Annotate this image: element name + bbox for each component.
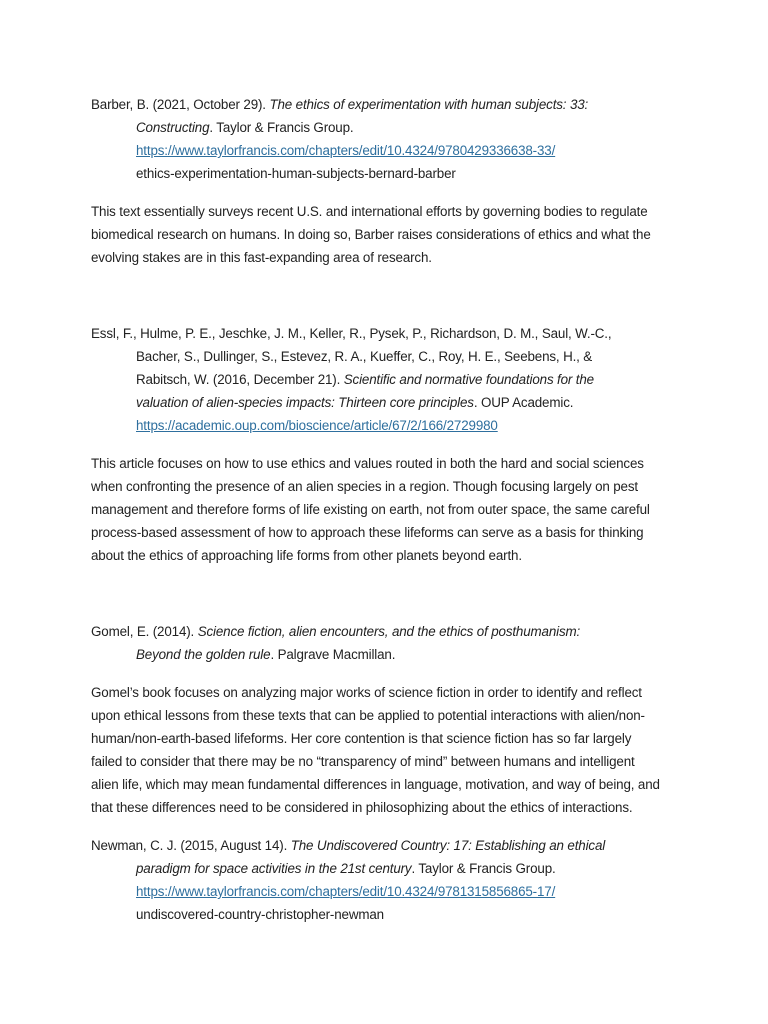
citation-title: paradigm for space activities in the 21st century (136, 861, 412, 876)
citation-text: . Palgrave Macmillan. (270, 647, 396, 662)
citation-hang-line (91, 880, 671, 903)
citation-text: . Taylor & Francis Group. (209, 120, 354, 135)
annotation-line: management and therefore forms of life existing on earth, not from outer space, the same careful (91, 502, 650, 517)
citation-title: The ethics of experimentation with human subjects: 33: (269, 97, 589, 112)
annotation-line: human/non-earth-based lifeforms. Her core contention is that science fiction has so far largely (91, 731, 632, 746)
annotation-line: that these differences need to be considered in philosophizing about the ethics of interactions. (91, 800, 633, 815)
annotation-essl (91, 452, 671, 567)
citation-title: valuation of alien-species impacts: Thirteen core principles (136, 395, 474, 410)
citation-hang-line (91, 139, 671, 162)
citation-text: . OUP Academic. (473, 395, 574, 410)
annotation-line: evolving stakes are in this fast-expanding area of research. (91, 250, 432, 265)
citation-gomel (91, 620, 671, 666)
annotation-line: This text essentially surveys recent U.S. and international efforts by governing bodies to regulate (91, 204, 648, 219)
citation-text: Essl, F., Hulme, P. E., Jeschke, J. M., Keller, R., Pysek, P., Richardson, D. M., Saul, W.-C., (91, 326, 612, 341)
citation-link[interactable]: https://academic.oup.com/bioscience/article/67/2/166/2729980 (136, 418, 498, 433)
citation-hang-line (91, 414, 671, 437)
citation-hang-line (91, 391, 671, 414)
bibliography (91, 93, 671, 926)
citation-text: ethics-experimentation-human-subjects-bernard-barber (136, 166, 456, 181)
annotation-gomel (91, 681, 671, 819)
annotation-line: Gomel’s book focuses on analyzing major works of science fiction in order to identify and reflect (91, 685, 642, 700)
citation-hang-line (91, 643, 671, 666)
citation-text: Gomel, E. (2014). (91, 624, 198, 639)
citation-text: Rabitsch, W. (2016, December 21). (136, 372, 344, 387)
annotation-barber (91, 200, 671, 269)
annotation-line: upon ethical lessons from these texts that can be applied to potential interactions with alien/non- (91, 708, 645, 723)
annotation-line: biomedical research on humans. In doing so, Barber raises considerations of ethics and what the (91, 227, 651, 242)
citation-link[interactable]: https://www.taylorfrancis.com/chapters/edit/10.4324/9781315856865-17/ (136, 884, 556, 899)
citation-title: Scientific and normative foundations for the (343, 372, 594, 387)
citation-text: undiscovered-country-christopher-newman (136, 907, 384, 922)
citation-link[interactable]: https://www.taylorfrancis.com/chapters/edit/10.4324/9780429336638-33/ (136, 143, 556, 158)
annotation-line: This article focuses on how to use ethics and values routed in both the hard and social sciences (91, 456, 644, 471)
citation-title: Constructing (136, 120, 210, 135)
citation-title: Beyond the golden rule (136, 647, 271, 662)
annotation-line: process-based assessment of how to approach these lifeforms can serve as a basis for thinking (91, 525, 644, 540)
citation-hang-line (91, 368, 671, 391)
annotation-line: when confronting the presence of an alien species in a region. Though focusing largely on pest (91, 479, 638, 494)
citation-hang-line (91, 116, 671, 139)
annotation-line: failed to consider that there may be no “transparency of mind” between humans and intelligent (91, 754, 635, 769)
citation-text: Newman, C. J. (2015, August 14). (91, 838, 291, 853)
citation-title: The Undiscovered Country: 17: Establishing an ethical (290, 838, 606, 853)
citation-hang-line (91, 857, 671, 880)
citation-essl (91, 322, 671, 437)
citation-title: Science fiction, alien encounters, and the ethics of posthumanism: (197, 624, 581, 639)
citation-text: . Taylor & Francis Group. (411, 861, 556, 876)
citation-newman (91, 834, 671, 926)
annotation-line: about the ethics of approaching life forms from other planets beyond earth. (91, 548, 522, 563)
citation-text: Bacher, S., Dullinger, S., Estevez, R. A., Kueffer, C., Roy, H. E., Seebens, H., & (136, 349, 593, 364)
citation-text: Barber, B. (2021, October 29). (91, 97, 270, 112)
citation-barber (91, 93, 671, 185)
annotation-line: alien life, which may mean fundamental differences in language, motivation, and way of being, and (91, 777, 660, 792)
